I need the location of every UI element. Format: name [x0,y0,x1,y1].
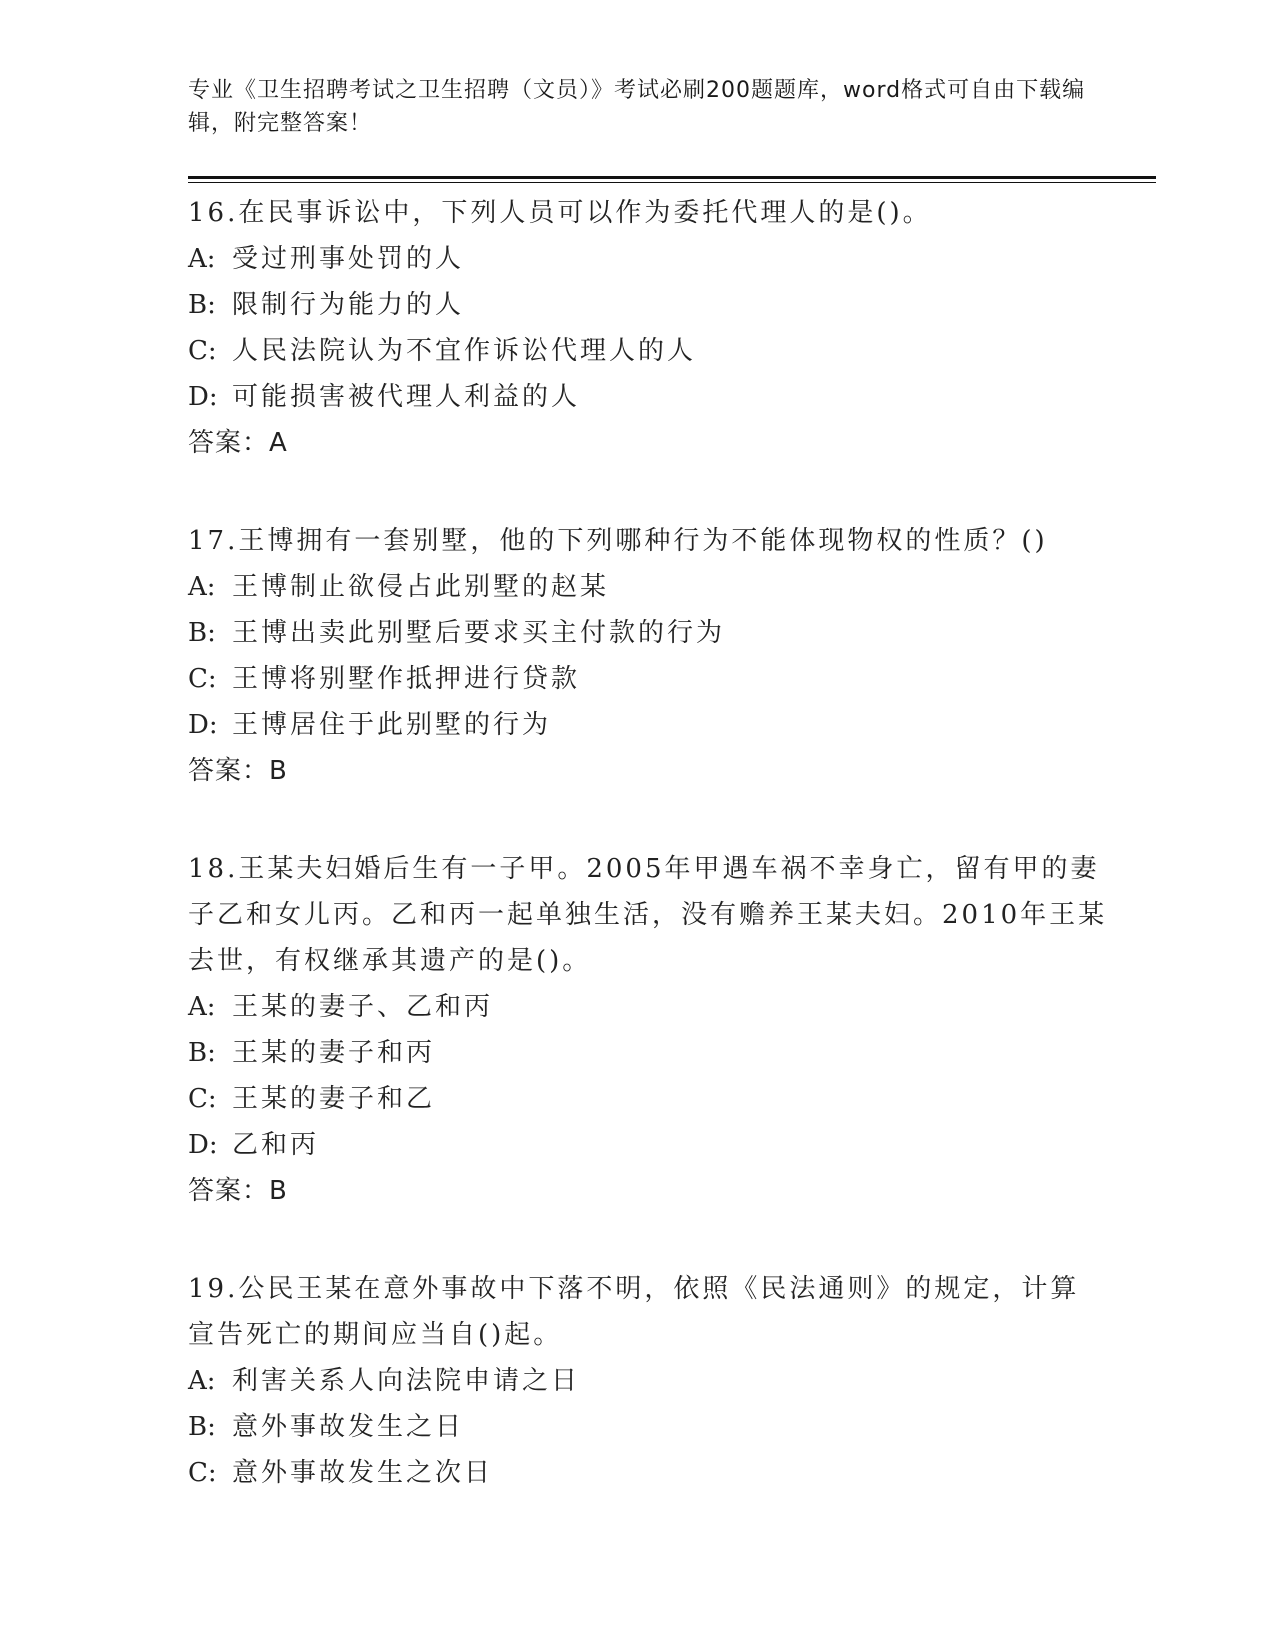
option-text: 王博出卖此别墅后要求买主付款的行为 [232,618,726,648]
option-a [188,236,1108,282]
option-c [188,1076,1108,1122]
option-text: 王博制止欲侵占此别墅的赵某 [232,572,610,602]
option-d [188,1122,1108,1168]
option-d [188,702,1108,748]
option-text: 王某的妻子和乙 [232,1084,436,1114]
option-key: C: [188,1084,217,1114]
document-header: 专业《卫生招聘考试之卫生招聘（文员）》考试必刷200题题库，word格式可自由下载编辑，附完整答案！ [188,78,1086,136]
option-text: 乙和丙 [232,1130,320,1160]
question-18 [188,846,1108,1214]
option-text: 意外事故发生之日 [232,1412,465,1442]
question-stem: 18.王某夫妇婚后生有一子甲。2005年甲遇车祸不幸身亡，留有甲的妻子乙和女儿丙。乙和丙一起单独生活，没有赡养王某夫妇。2010年王某去世，有权继承其遗产的是()。 [188,854,1108,976]
option-text: 王某的妻子和丙 [232,1038,436,1068]
option-d [188,374,1108,420]
option-key: A: [188,1366,216,1396]
question-stem: 19.公民王某在意外事故中下落不明，依照《民法通则》的规定，计算宣告死亡的期间应当自()起。 [188,1274,1080,1350]
question-list [188,190,1108,1548]
option-text: 王博将别墅作抵押进行贷款 [232,664,581,694]
option-key: D: [188,382,218,412]
question-19 [188,1266,1108,1496]
option-a [188,984,1108,1030]
header-divider-thin [188,182,1156,183]
option-key: A: [188,572,216,602]
option-key: B: [188,1038,216,1068]
option-b [188,610,1108,656]
option-c [188,328,1108,374]
option-text: 王博居住于此别墅的行为 [232,710,552,740]
question-stem: 17.王博拥有一套别墅，他的下列哪种行为不能体现物权的性质？() [188,526,1048,556]
option-key: C: [188,1458,217,1488]
option-c [188,656,1108,702]
header-divider-thick [188,176,1156,179]
option-text: 可能损害被代理人利益的人 [232,382,581,412]
option-text: 限制行为能力的人 [232,290,465,320]
option-b [188,1030,1108,1076]
option-key: B: [188,290,216,320]
option-key: C: [188,664,217,694]
option-b [188,1404,1108,1450]
option-key: D: [188,1130,218,1160]
option-text: 受过刑事处罚的人 [232,244,465,274]
option-key: C: [188,336,217,366]
option-text: 意外事故发生之次日 [232,1458,494,1488]
option-c [188,1450,1108,1496]
option-key: D: [188,710,218,740]
option-key: B: [188,618,216,648]
option-key: A: [188,244,216,274]
answer-line: 答案：A [188,428,288,458]
question-stem: 16.在民事诉讼中，下列人员可以作为委托代理人的是()。 [188,198,932,228]
option-a [188,564,1108,610]
option-text: 利害关系人向法院申请之日 [232,1366,581,1396]
option-text: 王某的妻子、乙和丙 [232,992,494,1022]
option-key: B: [188,1412,216,1442]
option-b [188,282,1108,328]
question-16 [188,190,1108,466]
option-a [188,1358,1108,1404]
option-text: 人民法院认为不宜作诉讼代理人的人 [232,336,697,366]
answer-line: 答案：B [188,756,288,786]
question-17 [188,518,1108,794]
answer-line: 答案：B [188,1176,288,1206]
option-key: A: [188,992,216,1022]
